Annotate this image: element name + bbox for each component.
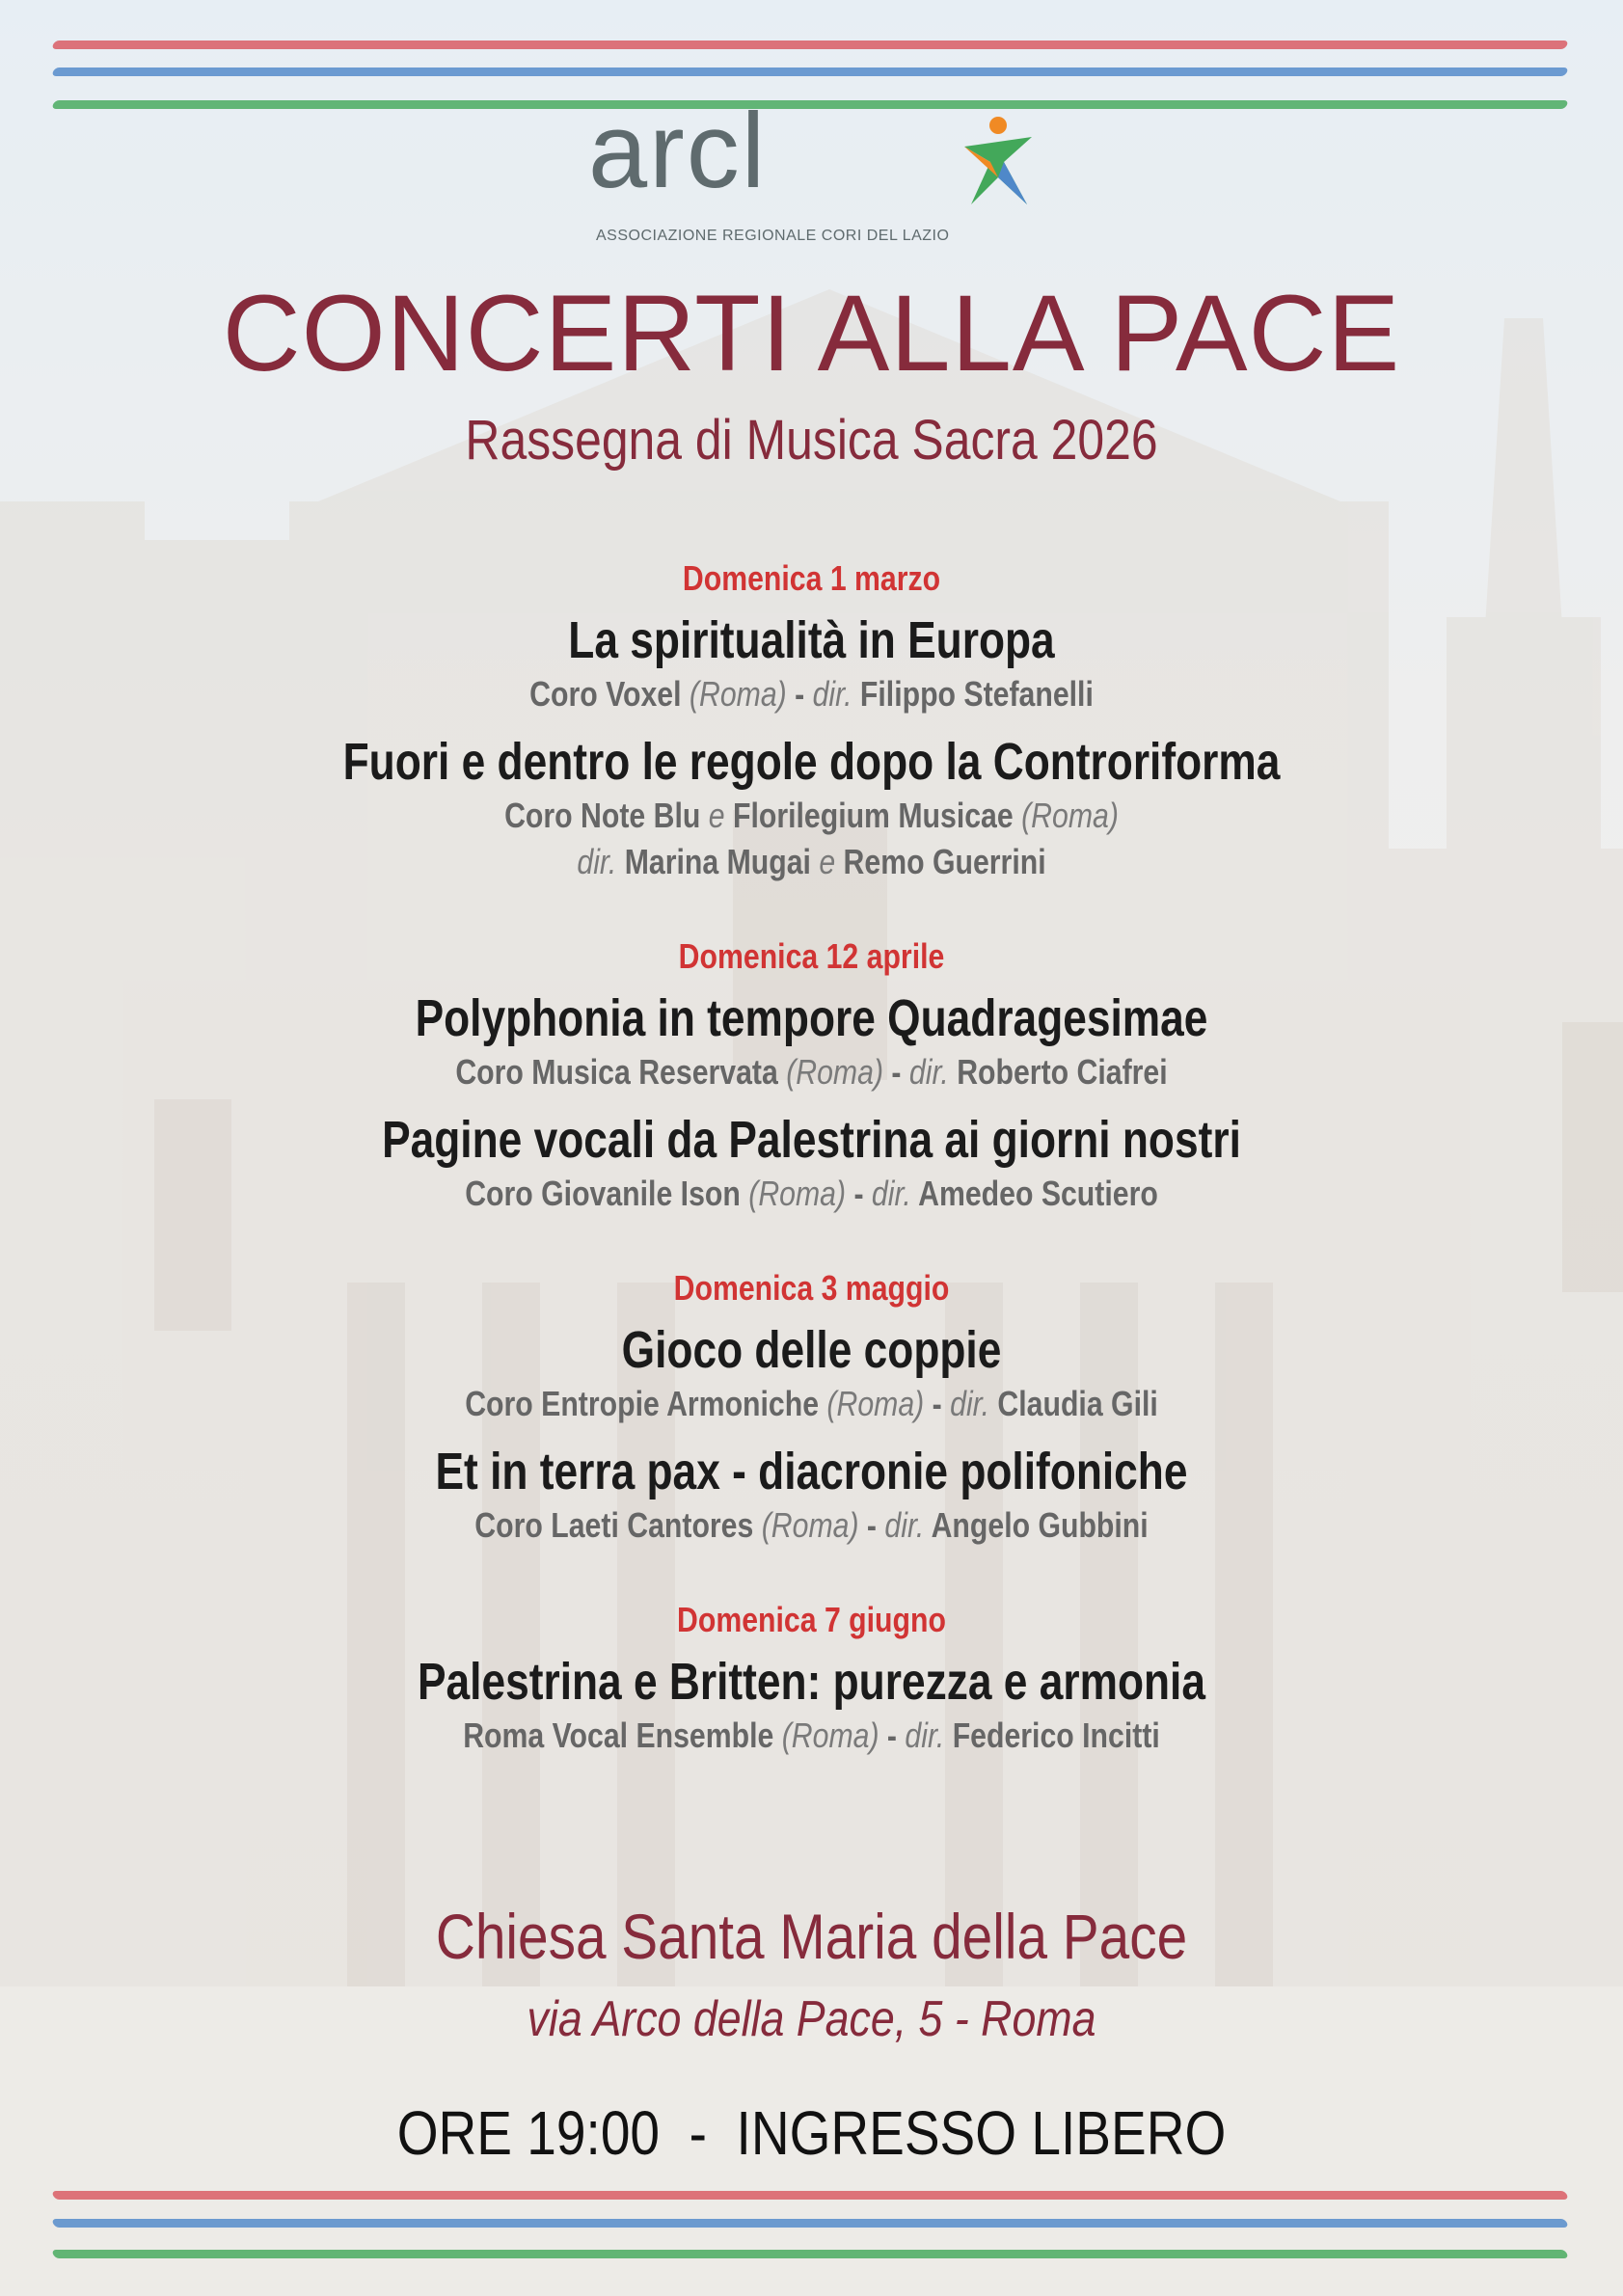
credit-text: - — [879, 1715, 906, 1755]
performer-credit — [130, 839, 1494, 885]
logo-figure-icon — [960, 116, 1037, 212]
credit-italic-text: dir. — [950, 1384, 990, 1423]
concert-title: Gioco delle coppie — [621, 1321, 1002, 1379]
performer-credit — [130, 1049, 1494, 1095]
credit-italic-text: dir. — [884, 1505, 925, 1545]
credit-italic-text: dir. — [908, 1052, 949, 1092]
venue-name: Chiesa Santa Maria della Pace — [435, 1901, 1188, 1972]
credit-italic-text: dir. — [812, 674, 852, 714]
credit-text: Roberto Ciafrei — [948, 1052, 1168, 1092]
page-title: CONCERTI ALLA PACE — [222, 273, 1401, 393]
logo-wordmark: arcl — [588, 92, 768, 210]
concert-title: Fuori e dentro le regole dopo la Controriforma — [342, 733, 1281, 791]
credit-text: Amedeo Scutiero — [910, 1174, 1158, 1213]
credit-text: Coro Entropie Armoniche — [465, 1384, 827, 1423]
credit-text: Filippo Stefanelli — [852, 674, 1094, 714]
credit-italic-text: (Roma) — [748, 1174, 847, 1213]
performer-credit — [130, 1713, 1494, 1759]
credit-text: - — [883, 1052, 909, 1092]
concert-entry — [0, 1319, 1623, 1427]
credit-text: Roma Vocal Ensemble — [463, 1715, 782, 1755]
credit-text: - — [858, 1505, 885, 1545]
credit-italic-text: (Roma) — [761, 1505, 859, 1545]
logo-tagline: ASSOCIAZIONE REGIONALE CORI DEL LAZIO — [596, 228, 950, 244]
credit-text: - — [846, 1174, 872, 1213]
credit-italic-text: (Roma) — [826, 1384, 925, 1423]
performer-credit — [130, 793, 1494, 839]
credit-italic-text: dir. — [905, 1715, 945, 1755]
stripe-green-bottom — [51, 2250, 1568, 2258]
credit-italic-text: dir. — [871, 1174, 911, 1213]
concert-date: Domenica 3 maggio — [673, 1268, 950, 1308]
credit-text: Coro Musica Reservata — [455, 1052, 787, 1092]
concert-title: La spiritualità in Europa — [568, 611, 1055, 669]
performer-credit — [130, 1171, 1494, 1217]
performer-credit — [130, 1502, 1494, 1549]
stripe-blue-bottom — [51, 2219, 1568, 2228]
credit-text: Remo Guerrini — [835, 842, 1046, 881]
credit-text: Coro Giovanile Ison — [465, 1174, 749, 1213]
credit-text: Angelo Gubbini — [924, 1505, 1149, 1545]
credit-text: - — [924, 1384, 951, 1423]
concert-entry — [0, 609, 1623, 717]
credit-italic-text: e — [708, 796, 725, 835]
concert-entry — [0, 1441, 1623, 1549]
concert-title: Pagine vocali da Palestrina ai giorni nostri — [382, 1111, 1241, 1169]
credit-italic-text: (Roma) — [689, 674, 787, 714]
credit-italic-text: e — [819, 842, 836, 881]
credit-text: - — [786, 674, 813, 714]
stripe-green-top — [51, 100, 1568, 109]
credit-text: Coro Note Blu — [504, 796, 709, 835]
concert-date: Domenica 12 aprile — [678, 936, 945, 976]
time-and-admission: ORE 19:00 - INGRESSO LIBERO — [396, 2098, 1227, 2168]
concert-entry — [0, 1109, 1623, 1217]
credit-italic-text: (Roma) — [1021, 796, 1119, 835]
concert-entry — [0, 731, 1623, 885]
program-day — [0, 1267, 1623, 1549]
credit-italic-text: (Roma) — [781, 1715, 879, 1755]
credit-text: Federico Incitti — [944, 1715, 1160, 1755]
concert-title: Palestrina e Britten: purezza e armonia — [418, 1653, 1205, 1711]
page-subtitle: Rassegna di Musica Sacra 2026 — [465, 409, 1158, 472]
concert-title: Et in terra pax - diacronie polifoniche — [435, 1443, 1188, 1500]
credit-text: Claudia Gili — [989, 1384, 1158, 1423]
credit-text: Coro Laeti Cantores — [474, 1505, 762, 1545]
program-day — [0, 557, 1623, 885]
concert-entry — [0, 1651, 1623, 1759]
credit-italic-text: (Roma) — [786, 1052, 884, 1092]
credit-text: Coro Voxel — [529, 674, 690, 714]
arcl-logo — [588, 92, 1041, 246]
credit-text: Marina Mugai — [616, 842, 820, 881]
concert-program — [0, 557, 1623, 1809]
credit-text: Florilegium Musicae — [724, 796, 1022, 835]
credit-italic-text: dir. — [577, 842, 617, 881]
program-day — [0, 1599, 1623, 1759]
concert-date: Domenica 1 marzo — [682, 558, 941, 598]
performer-credit — [130, 1381, 1494, 1427]
stripe-red-top — [51, 41, 1568, 49]
concert-entry — [0, 987, 1623, 1095]
stripe-blue-top — [51, 68, 1568, 76]
concert-date: Domenica 7 giugno — [677, 1600, 946, 1639]
concert-title: Polyphonia in tempore Quadragesimae — [415, 989, 1208, 1047]
performer-credit — [130, 671, 1494, 717]
venue-address: via Arco della Pace, 5 - Roma — [527, 1991, 1096, 2047]
stripe-red-bottom — [51, 2191, 1568, 2200]
program-day — [0, 935, 1623, 1217]
